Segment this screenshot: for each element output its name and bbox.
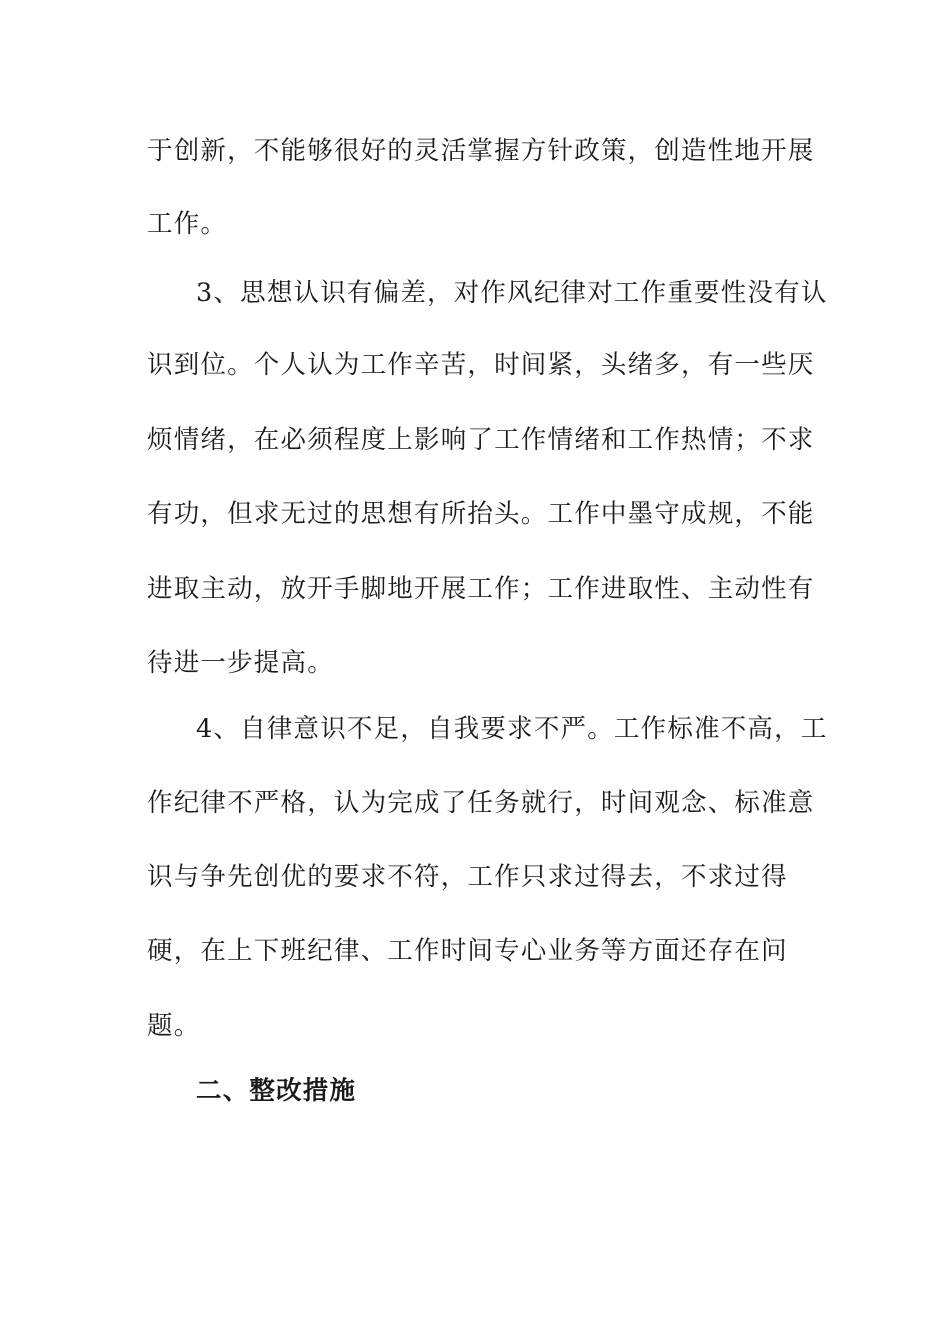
paragraph-line: 3、思想认识有偏差，对作风纪律对工作重要性没有认: [196, 278, 828, 308]
paragraph-line: 4、自律意识不足，自我要求不严。工作标准不高，工: [196, 714, 828, 744]
paragraph-line: 于创新，不能够很好的灵活掌握方针政策，创造性地开展: [147, 136, 815, 166]
paragraph-line: 烦情绪，在必须程度上影响了工作情绪和工作热情；不求: [147, 425, 815, 455]
paragraph-line: 作纪律不严格，认为完成了任务就行，时间观念、标准意: [147, 788, 815, 818]
paragraph-line: 进取主动，放开手脚地开展工作；工作进取性、主动性有: [147, 574, 815, 604]
paragraph-line: 识到位。个人认为工作辛苦，时间紧，头绪多，有一些厌: [147, 350, 815, 380]
paragraph-line: 识与争先创优的要求不符，工作只求过得去，不求过得: [147, 862, 788, 892]
section-heading: 二、整改措施: [196, 1076, 357, 1106]
paragraph-line: 题。: [147, 1011, 201, 1041]
paragraph-line: 工作。: [147, 209, 228, 239]
paragraph-line: 待进一步提高。: [147, 648, 334, 678]
paragraph-line: 硬，在上下班纪律、工作时间专心业务等方面还存在问: [147, 936, 788, 966]
paragraph-line: 有功，但求无过的思想有所抬头。工作中墨守成规，不能: [147, 499, 815, 529]
